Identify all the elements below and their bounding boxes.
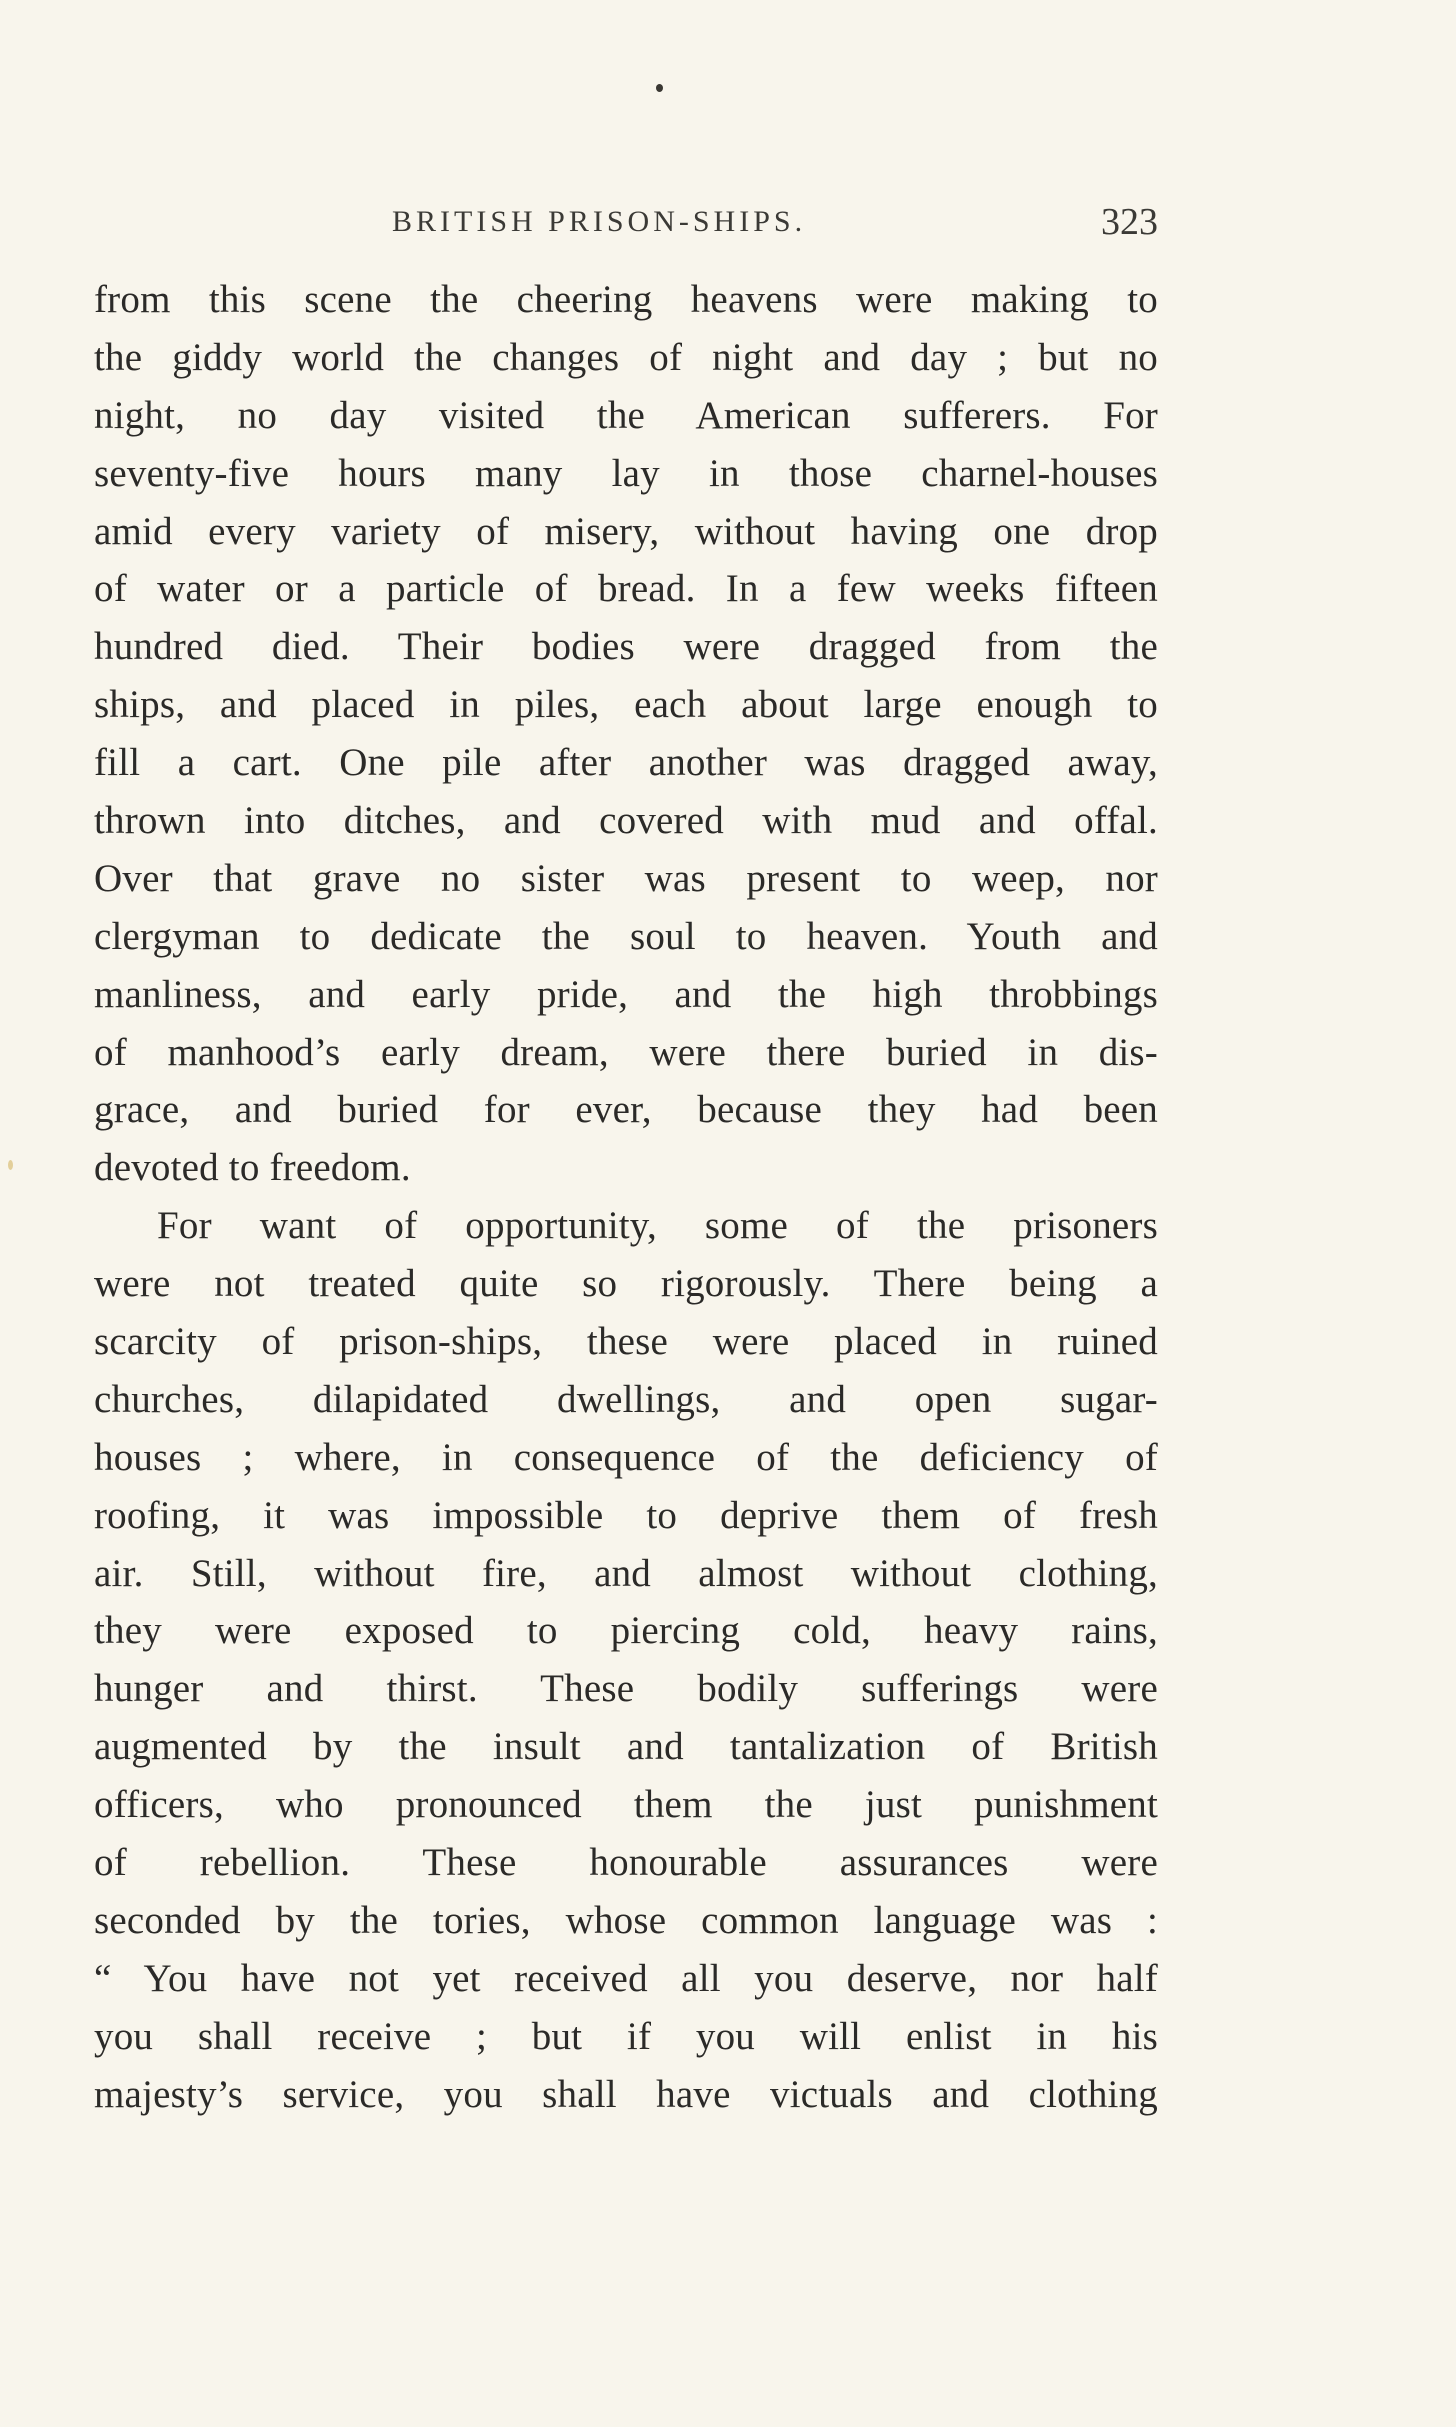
text-line: roofing, it was impossible to deprive them of fresh: [94, 1493, 1158, 1537]
text-line: augmented by the insult and tantalization of British: [94, 1725, 1158, 1769]
paper-stain: [8, 1160, 13, 1170]
page-header: [94, 195, 1158, 255]
paragraph-start-line: For want of opportunity, some of the prisoners: [157, 1204, 1158, 1248]
ink-speck: [656, 84, 663, 92]
text-line: were not treated quite so rigorously. There being a: [94, 1262, 1158, 1306]
running-head: BRITISH PRISON-SHIPS.: [392, 205, 807, 238]
paragraph-end-line: devoted to freedom.: [94, 1146, 411, 1190]
text-line: officers, who pronounced them the just punishment: [94, 1783, 1158, 1827]
text-line: scarcity of prison-ships, these were placed in ruined: [94, 1320, 1158, 1364]
text-line: manliness, and early pride, and the high throbbings: [94, 972, 1158, 1016]
text-line: amid every variety of misery, without having one drop: [94, 509, 1158, 553]
text-line: grace, and buried for ever, because they had been: [94, 1088, 1158, 1132]
text-line: of rebellion. These honourable assurances were: [94, 1841, 1158, 1885]
text-line: from this scene the cheering heavens were making to: [94, 278, 1158, 321]
text-line: they were exposed to piercing cold, heavy rains,: [94, 1609, 1158, 1653]
text-line: of water or a particle of bread. In a few weeks fifteen: [94, 567, 1158, 611]
body-text: [94, 271, 1158, 2124]
text-line: the giddy world the changes of night and day ; but no: [94, 335, 1158, 379]
text-line: hunger and thirst. These bodily sufferings were: [94, 1667, 1158, 1711]
text-line: “ You have not yet received all you deserve, nor half: [94, 1956, 1158, 2000]
text-line: you shall receive ; but if you will enlist in his: [94, 2014, 1158, 2058]
page-number: 323: [1101, 201, 1158, 243]
text-line: fill a cart. One pile after another was dragged away,: [94, 741, 1158, 785]
text-line: majesty’s service, you shall have victuals and clothing: [94, 2072, 1158, 2116]
text-line: seconded by the tories, whose common language was :: [94, 1898, 1158, 1942]
text-line: of manhood’s early dream, were there buried in dis-: [94, 1030, 1158, 1074]
text-line: night, no day visited the American sufferers. For: [94, 393, 1158, 437]
text-line: hundred died. Their bodies were dragged from the: [94, 625, 1158, 669]
text-line: ships, and placed in piles, each about large enough to: [94, 683, 1158, 727]
text-line: thrown into ditches, and covered with mud and offal.: [94, 799, 1158, 843]
text-line: churches, dilapidated dwellings, and open sugar-: [94, 1377, 1158, 1421]
text-line: Over that grave no sister was present to weep, nor: [94, 856, 1158, 900]
text-line: clergyman to dedicate the soul to heaven. Youth and: [94, 914, 1158, 958]
text-line: houses ; where, in consequence of the deficiency of: [94, 1435, 1158, 1479]
text-line: seventy-five hours many lay in those charnel-houses: [94, 451, 1158, 495]
text-line: air. Still, without fire, and almost without clothing,: [94, 1551, 1158, 1595]
